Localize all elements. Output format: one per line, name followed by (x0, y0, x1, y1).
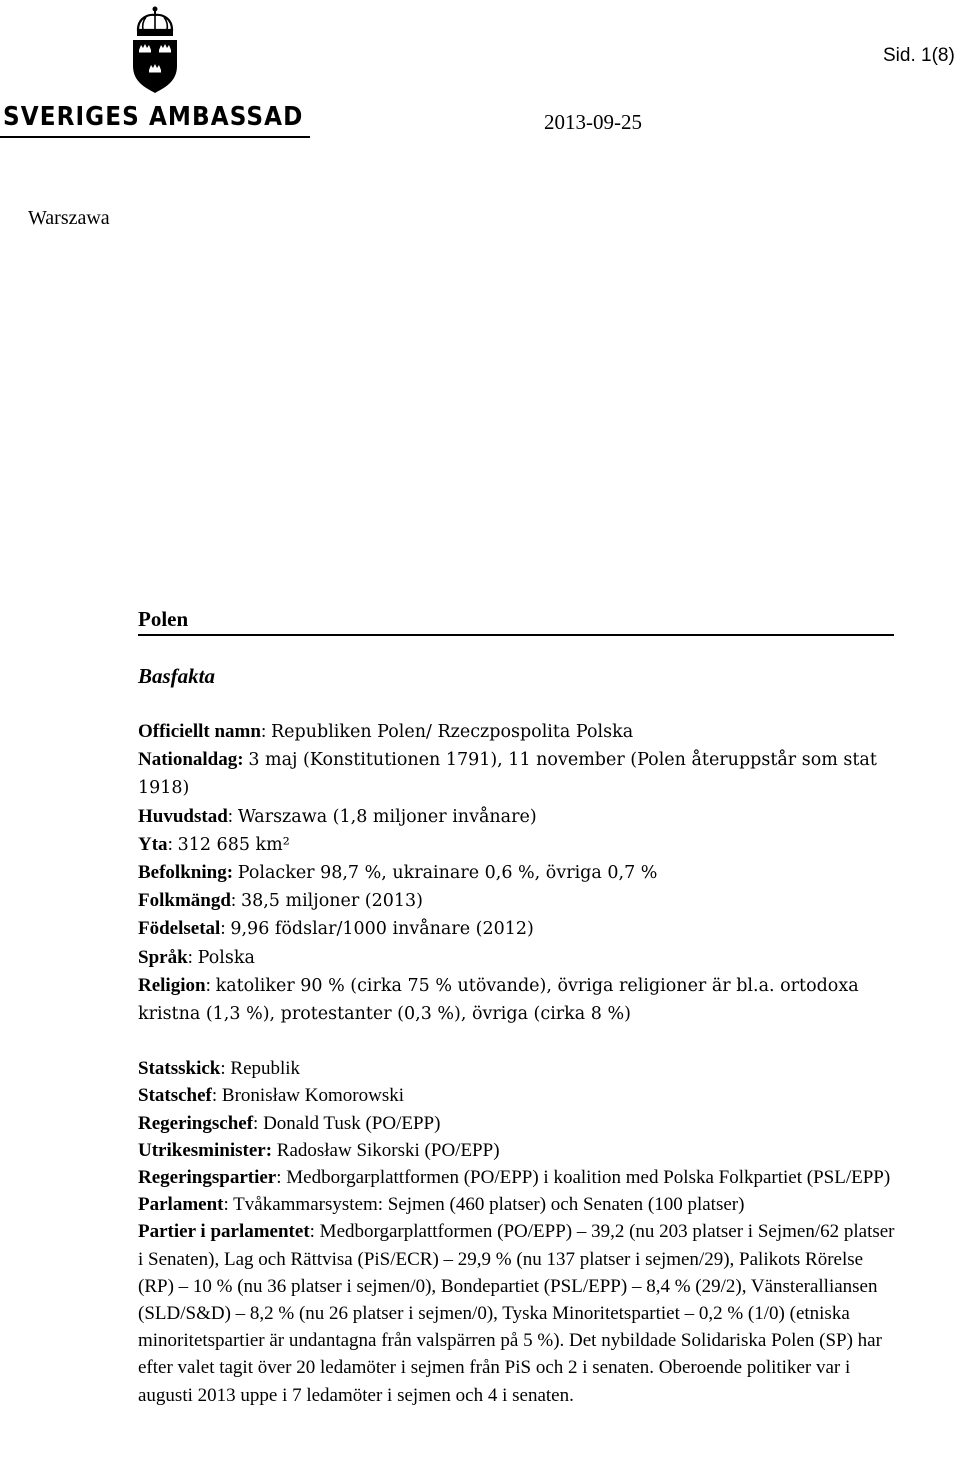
fact-birth-rate: Födelsetal: 9,96 födslar/1000 invånare (2012) (138, 918, 534, 940)
fact-list (138, 718, 898, 1409)
fact-capital: Huvudstad: Warszawa (1,8 miljoner invånare) (138, 805, 537, 827)
embassy-logo (0, 0, 310, 140)
fact-headcount: Folkmängd: 38,5 miljoner (2013) (138, 890, 423, 912)
fact-head-of-state: Statschef: Bronisław Komorowski (138, 1085, 404, 1107)
fact-official-name: Officiellt namn: Republiken Polen/ Rzeczpospolita Polska (138, 721, 634, 742)
fact-religion: Religion: katoliker 90 % (cirka 75 % utövande), övriga religioner är bl.a. ortodoxa kristna (1,3 %), protestanter (0,3 %), övriga (cirka 8 %) (138, 974, 859, 1025)
fact-population: Befolkning: Polacker 98,7 %, ukrainare 0,6 %, övriga 0,7 % (138, 862, 658, 884)
document-title: Polen (138, 607, 189, 631)
swedish-crown-shield-icon (126, 6, 184, 94)
page-number: Sid. 1(8) (883, 45, 955, 66)
fact-parliament: Parlament: Tvåkammarsystem: Sejmen (460 platser) och Senaten (100 platser) (138, 1194, 745, 1216)
fact-government-type: Statsskick: Republik (138, 1058, 301, 1080)
fact-parliament-parties: Partier i parlamentet: Medborgarplattformen (PO/EPP) – 39,2 (nu 203 platser i Sejmen/62 platser i Senaten), Lag och Rättvisa (PiS/ECR) – 29,9 % (nu 137 platser i sejmen/29), Palikots Rörelse (RP) – 10 % (nu 36 platser i sejmen/0), Bondepartiet (PSL/EPP) – 8,4 % (29/2), Vänsteralliansen (SLD/S&D) – 8,2 % (nu 26 platser i sejmen/0), Tyska Minoritetspartiet – 0,2 % (1/0) (etniska minoritetspartier är undantagna från valspärren på 5 %). Det nybildade Solidariska Polen (SP) har efter valet tagit över 20 ledamöter i sejmen från PiS och 2 i senaten. Oberoende politiker var i augusti 2013 uppe i 7 ledamöter i sejmen och 4 i senaten. (138, 1221, 895, 1406)
fact-ruling-parties: Regeringspartier: Medborgarplattformen (PO/EPP) i koalition med Polska Folkpartiet (PSL/EPP) (138, 1167, 891, 1189)
fact-area: Yta: 312 685 km² (138, 833, 290, 855)
fact-head-of-government: Regeringschef: Donald Tusk (PO/EPP) (138, 1112, 441, 1134)
title-underline (138, 634, 894, 636)
fact-language: Språk: Polska (138, 946, 255, 968)
sender-city: Warszawa (28, 207, 110, 229)
fact-national-day: Nationaldag: 3 maj (Konstitutionen 1791), 11 november (Polen återuppstår som stat 1918) (138, 749, 877, 799)
paragraph-gap (138, 1028, 898, 1055)
fact-foreign-minister: Utrikesminister: Radosław Sikorski (PO/EPP) (138, 1139, 500, 1161)
section-subtitle: Basfakta (138, 664, 216, 688)
embassy-wordmark: SVERIGES AMBASSAD (3, 102, 304, 132)
logo-underline (0, 136, 310, 138)
document-date: 2013-09-25 (544, 110, 642, 134)
